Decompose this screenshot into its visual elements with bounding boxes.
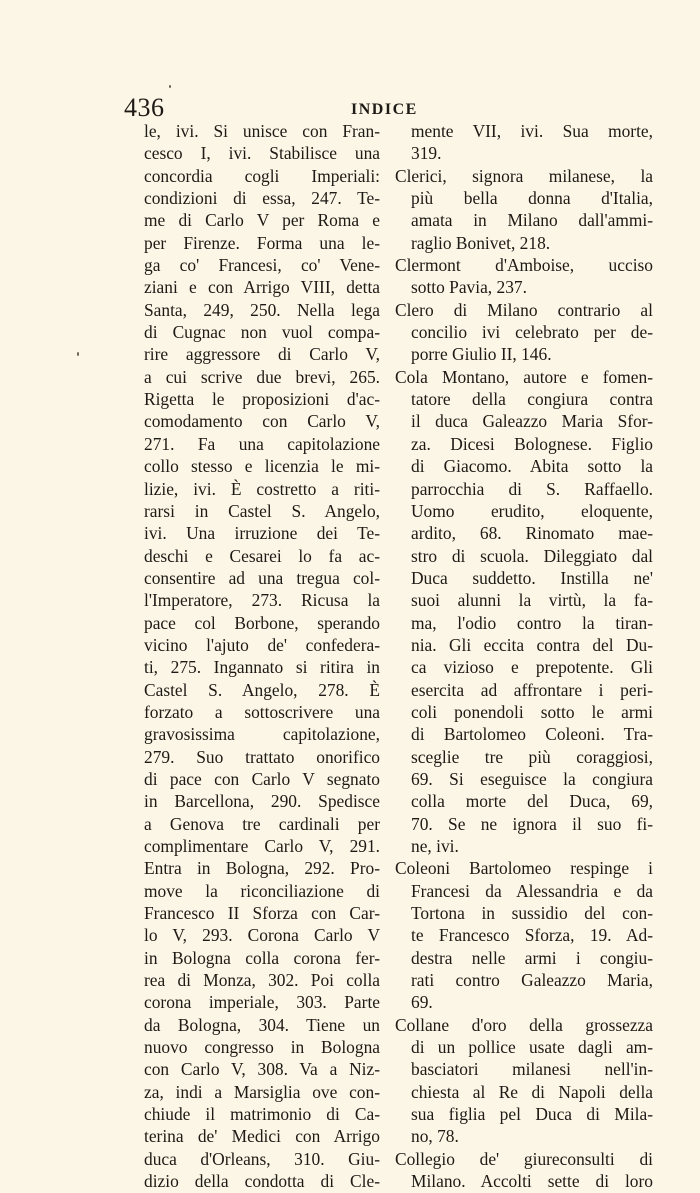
index-line: basciatori milanesi nell'in- [411,1059,653,1080]
index-line: Coleoni Bartolomeo respinge i [395,858,653,879]
index-line: ivi. Una irruzione dei Te- [144,523,380,544]
index-line: parrocchia di S. Raffaello. [411,478,653,499]
index-line: duca d'Orleans, 310. Giu- [144,1148,380,1169]
index-line: a cui scrive due brevi, 265. [144,366,380,387]
index-line: me di Carlo V per Roma e [144,210,380,231]
index-line: mente VII, ivi. Sua morte, [411,121,653,141]
index-line: collo stesso e licenzia le mi- [144,456,380,477]
index-line: za. Dicesi Bolognese. Figlio [411,433,653,454]
index-line: di Bartolomeo Coleoni. Tra- [411,724,653,745]
index-line: di Cugnac non vuol compa- [144,322,380,343]
index-line: rea di Monza, 302. Poi colla [144,970,380,991]
index-line: per Firenze. Forma una le- [144,232,380,253]
index-line: corona imperiale, 303. Parte [144,992,380,1013]
index-line: Clermont d'Amboise, ucciso [395,255,653,276]
index-line: condizioni di essa, 247. Te- [144,188,380,209]
index-line: stro di scuola. Dileggiato dal [411,545,653,566]
index-line: Santa, 249, 250. Nella lega [144,299,380,320]
index-line: forzato a sottoscrivere una [144,701,380,722]
index-line: tatore della congiura contra [411,389,653,410]
index-line: 70. Se ne ignora il suo fi- [411,813,653,834]
index-line: di Giacomo. Abita sotto la [411,456,653,477]
index-line: 271. Fa una capitolazione [144,433,380,454]
index-line: 69. [411,992,433,1013]
index-line: il duca Galeazzo Maria Sfor- [411,411,653,432]
index-line: ti, 275. Ingannato si ritira in [144,657,380,678]
index-line: di un pollice usate dagli am- [411,1037,653,1058]
index-line: Tortona in sussidio del con- [411,903,653,924]
index-line: Francesco II Sforza con Car- [144,903,380,924]
index-line: ziani e con Arrigo VIII, detta [144,277,380,298]
index-column-left [144,120,380,1193]
index-line: Uomo erudito, eloquente, [411,500,653,521]
index-line: Collegio de' giureconsulti di [395,1148,653,1169]
index-line: complimentare Carlo V, 291. [144,836,380,856]
index-line: in Bologna colla corona fer- [144,947,380,968]
index-line: in Barcellona, 290. Spedisce [144,791,380,812]
index-line: amata in Milano dall'ammi- [411,210,653,231]
index-line: destra nelle armi i congiu- [411,947,653,968]
index-line: più bella donna d'Italia, [411,188,653,209]
index-column-right [395,120,653,1193]
index-line: da Bologna, 304. Tiene un [144,1014,380,1035]
index-line: Collane d'oro della grossezza [395,1014,653,1035]
index-line: terina de' Medici con Arrigo [144,1126,380,1147]
index-line: nia. Gli eccita contra del Du- [411,634,653,655]
index-line: Duca suddetto. Instilla ne' [411,567,653,588]
index-line: lizie, ivi. È costretto a riti- [144,478,380,499]
index-line: coli ponendoli sotto le armi [411,701,653,722]
index-line: ma, l'odio contro la tiran- [411,612,653,633]
index-line: concordia cogli Imperiali: [144,165,380,186]
index-line: sceglie tre più coraggiosi, [411,746,653,767]
index-line: za, indi a Marsiglia ove con- [144,1081,380,1102]
index-line: rati contro Galeazzo Maria, [411,970,653,991]
index-line: gravosissima capitolazione, [144,724,380,745]
index-line: ga co' Francesi, co' Vene- [144,255,380,276]
index-line: suoi alunni la virtù, la fa- [411,590,653,611]
index-line: concilio ivi celebrato per de- [411,322,653,343]
index-line: lo V, 293. Corona Carlo V [144,925,380,946]
index-line: Francesi da Alessandria e da [411,880,653,901]
index-line: chiesta al Re di Napoli della [411,1081,653,1102]
index-line: con Carlo V, 308. Va a Niz- [144,1059,380,1080]
index-line: nuovo congresso in Bologna [144,1037,380,1058]
index-line: a Genova tre cardinali per [144,813,380,834]
index-line: Milano. Accolti sette di loro [411,1171,653,1192]
index-line: sua figlia pel Duca di Mila- [411,1104,653,1125]
index-line: Clerici, signora milanese, la [395,165,653,186]
index-line: di pace con Carlo V segnato [144,768,380,789]
index-line: Castel S. Angelo, 278. È [144,679,380,700]
index-line: vicino l'ajuto de' confedera- [144,634,380,655]
index-line: comodamento con Carlo V, [144,411,380,432]
index-line: Entra in Bologna, 292. Pro- [144,858,380,879]
index-line: Cola Montano, autore e fomen- [395,366,653,387]
index-line: chiude il matrimonio di Ca- [144,1104,380,1125]
index-line: no, 78. [411,1126,459,1147]
index-line: porre Giulio II, 146. [411,344,552,365]
index-line: dizio della condotta di Cle- [144,1171,380,1192]
index-line: sotto Pavia, 237. [411,277,527,298]
index-line: 69. Si eseguisce la congiura [411,768,653,789]
running-head: INDICE [351,101,418,118]
ink-speck [77,352,79,356]
index-line: 319. [411,143,442,164]
index-line: 279. Suo trattato onorifico [144,746,380,767]
index-line: move la riconciliazione di [144,880,380,901]
index-line: consentire ad una tregua col- [144,567,380,588]
index-line: ne, ivi. [411,836,459,856]
index-line: rarsi in Castel S. Angelo, [144,500,380,521]
index-line: raglio Bonivet, 218. [411,232,551,253]
index-line: te Francesco Sforza, 19. Ad- [411,925,653,946]
index-line: deschi e Cesarei lo fa ac- [144,545,380,566]
ink-speck [169,85,171,88]
index-line: Clero di Milano contrario al [395,299,653,320]
index-line: le, ivi. Si unisce con Fran- [144,121,380,141]
index-line: pace col Borbone, sperando [144,612,380,633]
index-line: ardito, 68. Rinomato mae- [411,523,653,544]
index-line: rire aggressore di Carlo V, [144,344,380,365]
page-number: 436 [124,93,165,122]
index-line: l'Imperatore, 273. Ricusa la [144,590,380,611]
index-line: Rigetta le proposizioni d'ac- [144,389,380,410]
index-line: cesco I, ivi. Stabilisce una [144,143,380,164]
index-line: colla morte del Duca, 69, [411,791,653,812]
index-line: ca vizioso e prepotente. Gli [411,657,653,678]
index-line: esercita ad affrontare i peri- [411,679,653,700]
